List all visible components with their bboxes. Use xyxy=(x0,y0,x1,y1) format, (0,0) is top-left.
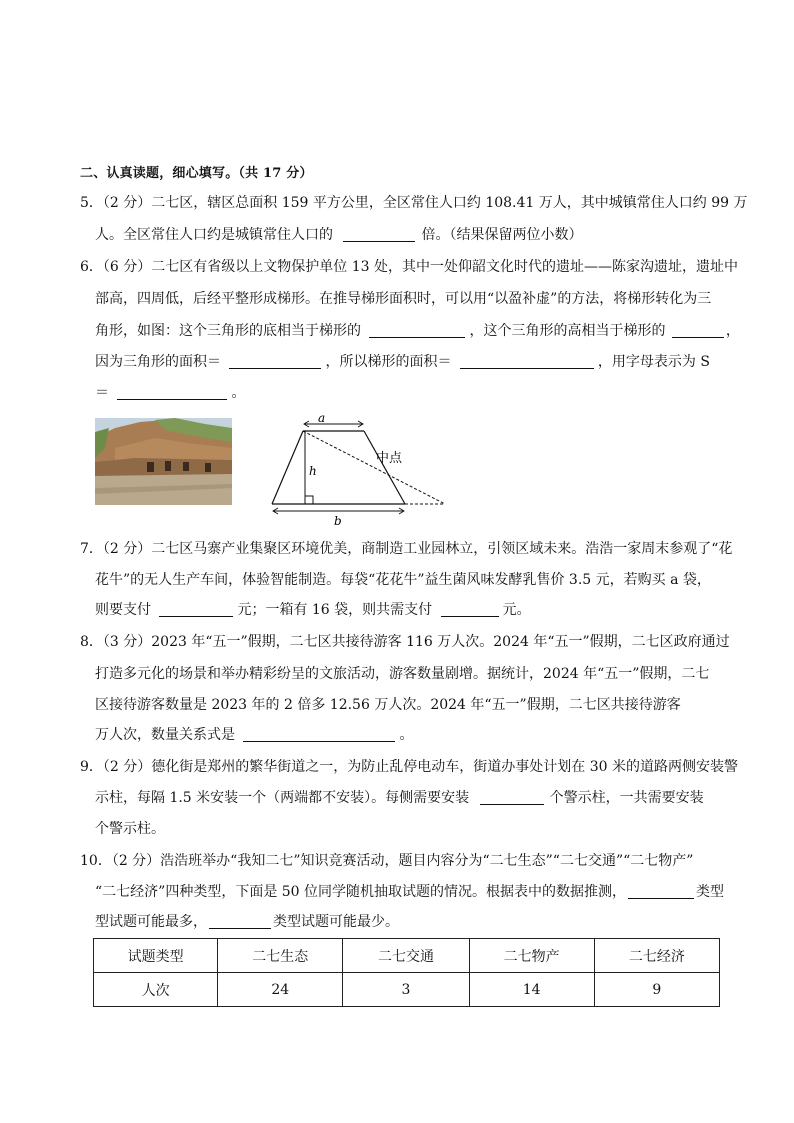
q7-line-3 xyxy=(95,600,531,620)
q6-text-c: ， xyxy=(725,323,740,339)
q10-line-1: 10．（2 分）浩浩班举办“我知二七”知识竞赛活动，题目内容分为“二七生态”“二七交通”“二七物产” xyxy=(80,853,694,869)
q5-line-2 xyxy=(95,225,582,245)
table-header-row xyxy=(94,939,720,973)
answer-blank[interactable] xyxy=(209,913,271,929)
answer-blank[interactable] xyxy=(460,353,594,369)
q6-line-2: 部高，四周低，后经平整形成梯形。在推导梯形面积时，可以用“以盈补虚”的方法，将梯形转化为三 xyxy=(95,291,712,307)
label-midpoint: 中点 xyxy=(376,451,403,466)
table-header-cell: 二七生态 xyxy=(218,939,343,973)
q10-text-d: 类型试题可能最少。 xyxy=(273,914,399,930)
q10-line-3 xyxy=(95,912,399,932)
answer-blank[interactable] xyxy=(243,726,395,742)
q8-line-1: 8．（3 分）2023 年“五一”假期，二七区共接待游客 116 万人次。2024 年“五一”假期，二七区政府通过 xyxy=(80,634,730,650)
q9-text-a: 示柱，每隔 1.5 米安装一个（两端都不安装）。每侧需要安装 xyxy=(95,790,470,806)
dashed-diagonal xyxy=(303,431,445,504)
table-row xyxy=(94,973,720,1007)
q8-text-a: 万人次，数量关系式是 xyxy=(95,727,235,743)
table-header-cell: 二七物产 xyxy=(469,939,594,973)
section-title: 二、认真读题，细心填写。（共 17 分） xyxy=(80,166,313,181)
site-photo xyxy=(95,418,232,505)
answer-blank[interactable] xyxy=(117,384,227,400)
q6-line-1: 6．（6 分）二七区有省级以上文物保护单位 13 处，其中一处仰韶文化时代的遗址——陈家沟遗址，遗址中 xyxy=(80,259,738,275)
site-photo-image xyxy=(95,418,232,505)
q7-text-c: 元。 xyxy=(502,602,531,618)
q10-text-c: 型试题可能最多， xyxy=(95,914,207,930)
answer-blank[interactable] xyxy=(369,322,465,338)
q10-line-2 xyxy=(95,882,724,902)
trapezoid-left-edge xyxy=(272,431,303,504)
trapezoid-right-edge xyxy=(364,431,405,504)
q8-line-2: 打造多元化的场景和举办精彩纷呈的文旅活动，游客数量剧增。据统计，2024 年“五一”假期，二七 xyxy=(95,666,710,682)
answer-blank[interactable] xyxy=(159,601,233,617)
table-header-cell: 二七经济 xyxy=(594,939,719,973)
q7-text-a: 则要支付 xyxy=(95,602,151,618)
answer-blank[interactable] xyxy=(628,883,694,899)
q10-text-a: “二七经济”四种类型，下面是 50 位同学随机抽取试题的情况。根据表中的数据推测， xyxy=(95,884,627,900)
table-row-label: 人次 xyxy=(94,973,218,1007)
label-h: h xyxy=(309,464,317,478)
table-header-cell: 试题类型 xyxy=(94,939,218,973)
table-header-cell: 二七交通 xyxy=(343,939,469,973)
q6-line-5 xyxy=(95,383,245,403)
q9-line-1: 9．（2 分）德化街是郑州的繁华街道之一，为防止乱停电动车，街道办事处计划在 30 米的道路两侧安装警 xyxy=(80,759,738,775)
q7-line-2: 花牛”的无人生产车间，体验智能制造。每袋“花花牛”益生菌风味发酵乳售价 3.5 元，若购买 a 袋， xyxy=(95,572,711,588)
q6-line-4 xyxy=(95,352,710,372)
table-cell: 24 xyxy=(218,973,343,1007)
question-type-table xyxy=(93,938,720,1007)
q6-text-a: 角形，如图：这个三角形的底相当于梯形的 xyxy=(95,323,361,339)
q7-text-b: 元；一箱有 16 袋，则共需支付 xyxy=(237,602,433,618)
q10-text-b: 类型 xyxy=(696,884,725,900)
answer-blank[interactable] xyxy=(343,226,415,242)
q9-text-b: 个警示柱，一共需要安装 xyxy=(549,790,704,806)
answer-blank[interactable] xyxy=(672,322,724,338)
label-b: b xyxy=(334,514,342,528)
q9-line-3: 个警示柱。 xyxy=(95,821,165,837)
q6-text-b: ，这个三角形的高相当于梯形的 xyxy=(469,323,666,339)
q8-text-b: 。 xyxy=(399,727,414,743)
q8-line-3: 区接待游客数量是 2023 年的 2 倍多 12.56 万人次。2024 年“五一”假期，二七区共接待游客 xyxy=(95,697,681,713)
answer-blank[interactable] xyxy=(441,601,499,617)
q6-text-d: 因为三角形的面积＝ xyxy=(95,354,221,370)
q5-text-b: 倍。（结果保留两位小数） xyxy=(421,227,583,243)
q9-line-2 xyxy=(95,788,704,808)
q5-text-a: 人。全区常住人口约是城镇常住人口的 xyxy=(95,227,333,243)
q6-line-3 xyxy=(95,321,740,341)
table-cell: 3 xyxy=(343,973,469,1007)
q6-text-f: ，用字母表示为 S xyxy=(597,354,710,370)
table-cell: 9 xyxy=(594,973,719,1007)
q8-line-4 xyxy=(95,725,413,745)
q6-text-e: ，所以梯形的面积＝ xyxy=(325,354,452,370)
q6-text-g: ＝ xyxy=(95,385,109,401)
trapezoid-figure xyxy=(262,405,452,530)
label-a: a xyxy=(318,411,326,425)
answer-blank[interactable] xyxy=(229,353,321,369)
answer-blank[interactable] xyxy=(480,789,544,805)
q6-text-h: 。 xyxy=(231,385,246,401)
right-angle-mark xyxy=(305,496,313,504)
q7-line-1: 7．（2 分）二七区马寨产业集聚区环境优美，商制造工业园林立，引领区域未来。浩浩一家周末参观了“花 xyxy=(80,541,733,557)
q5-line-1: 5．（2 分）二七区，辖区总面积 159 平方公里，全区常住人口约 108.41 万人，其中城镇常住人口约 99 万 xyxy=(80,195,748,211)
table-cell: 14 xyxy=(469,973,594,1007)
